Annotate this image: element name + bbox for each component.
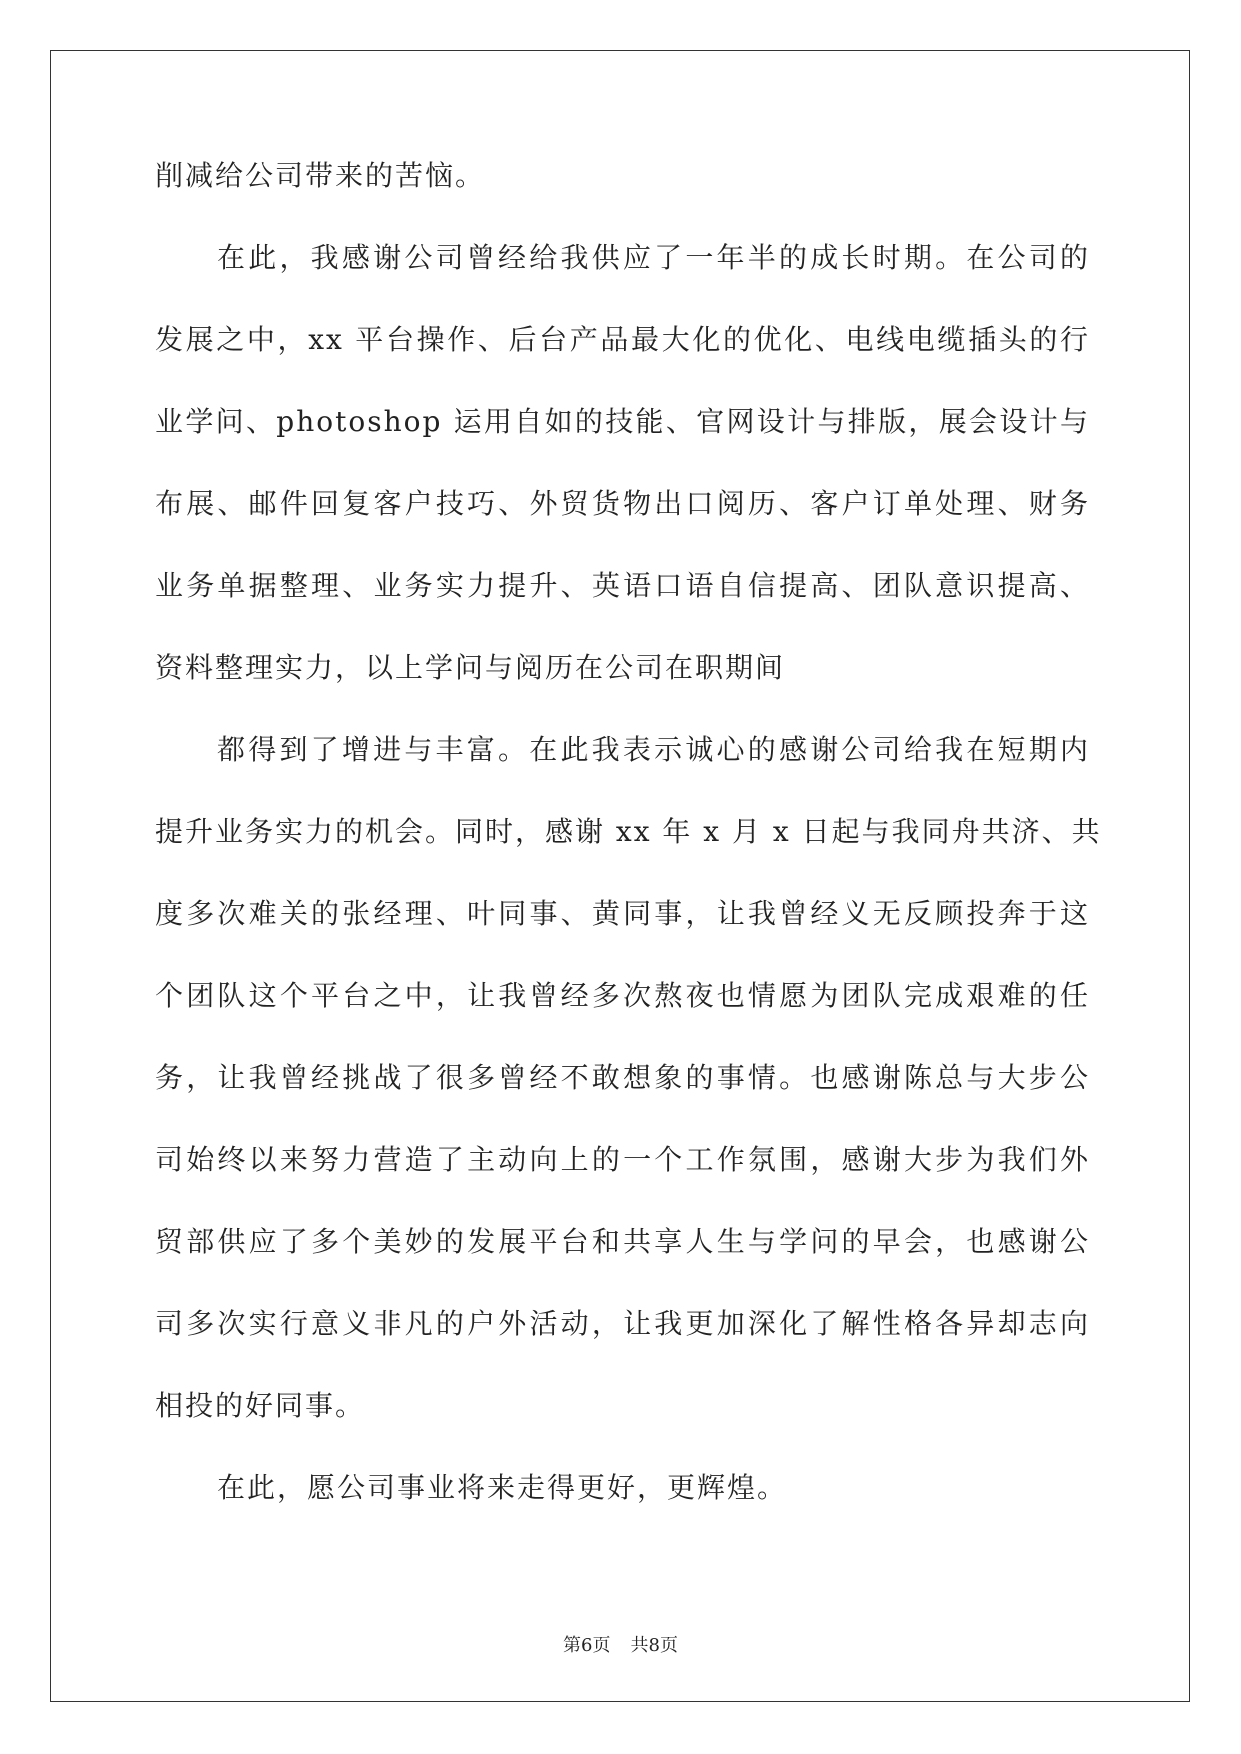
- page-footer: [0, 1631, 1241, 1657]
- text-line: 度多次难关的张经理、叶同事、黄同事，让我曾经义无反顾投奔于这: [155, 897, 1090, 930]
- text-line: 提升业务实力的机会。同时，感谢 xx 年 x 月 x 日起与我同舟共济、共: [155, 815, 1102, 848]
- text-line: 布展、邮件回复客户技巧、外贸货物出口阅历、客户订单处理、财务: [155, 487, 1090, 520]
- text-line: 司始终以来努力营造了主动向上的一个工作氛围，感谢大步为我们外: [155, 1143, 1090, 1176]
- text-line: 都得到了增进与丰富。在此我表示诚心的感谢公司给我在短期内: [217, 733, 1090, 766]
- text-line: 在此，我感谢公司曾经给我供应了一年半的成长时期。在公司的: [217, 241, 1090, 274]
- text-line: 业学问、photoshop 运用自如的技能、官网设计与排版，展会设计与: [155, 405, 1090, 438]
- text-line: 司多次实行意义非凡的户外活动，让我更加深化了解性格各异却志向: [155, 1307, 1090, 1340]
- text-line: 业务单据整理、业务实力提升、英语口语自信提高、团队意识提高、: [155, 569, 1090, 602]
- text-line: 个团队这个平台之中，让我曾经多次熬夜也情愿为团队完成艰难的任: [155, 979, 1090, 1012]
- text-line: 削减给公司带来的苦恼。: [155, 159, 486, 192]
- document-body: [155, 159, 1102, 1554]
- text-line: 务，让我曾经挑战了很多曾经不敢想象的事情。也感谢陈总与大步公: [155, 1061, 1090, 1094]
- page-number-current: 第6页: [563, 1635, 611, 1656]
- text-line: 资料整理实力，以上学问与阅历在公司在职期间: [155, 651, 786, 684]
- text-line: 发展之中，xx 平台操作、后台产品最大化的优化、电线电缆插头的行: [155, 323, 1090, 356]
- text-line: 相投的好同事。: [155, 1389, 366, 1422]
- page-number-total: 共8页: [630, 1635, 678, 1656]
- text-line: 在此，愿公司事业将来走得更好，更辉煌。: [217, 1471, 788, 1504]
- text-line: 贸部供应了多个美妙的发展平台和共享人生与学问的早会，也感谢公: [155, 1225, 1090, 1258]
